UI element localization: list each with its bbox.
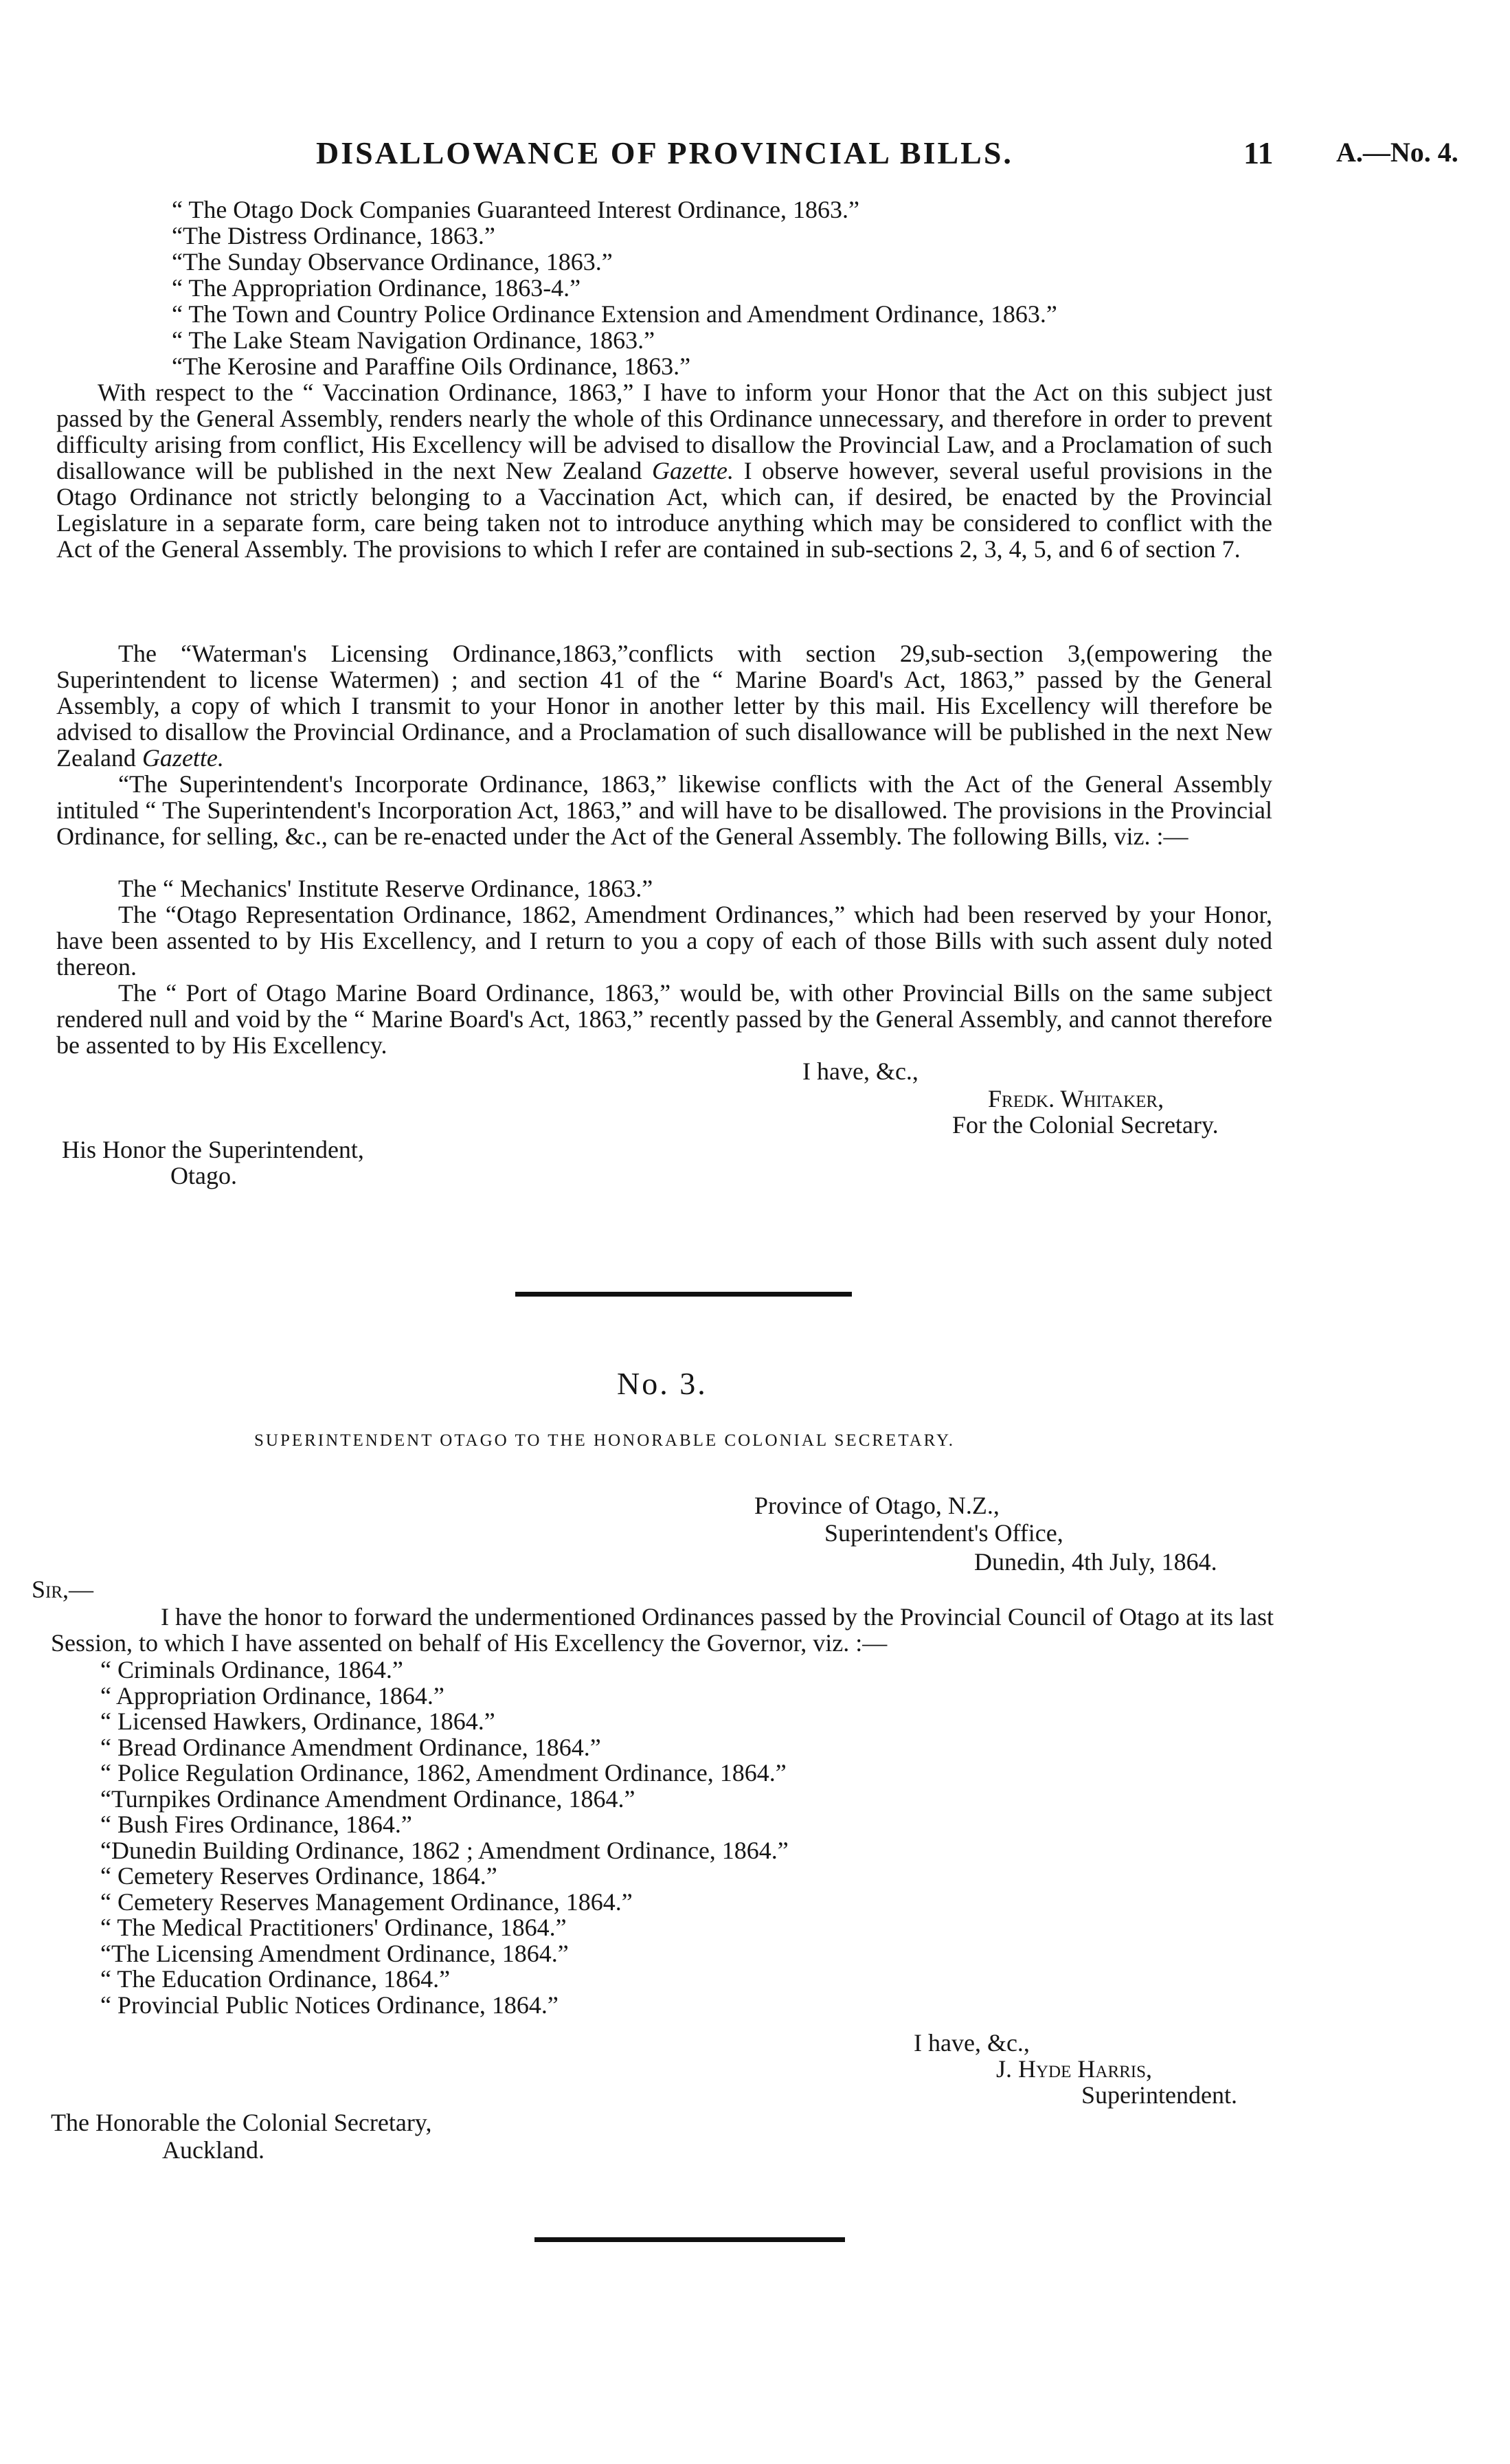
ordinance-list-1863 [172, 197, 1057, 379]
list-item: “ Provincial Public Notices Ordinance, 1864.” [100, 1991, 559, 2019]
paragraph-mechanics: The “ Mechanics' Institute Reserve Ordinance, 1863.” [118, 875, 653, 902]
address-date: Dunedin, 4th July, 1864. [974, 1548, 1217, 1576]
list-item: “ Bread Ordinance Amendment Ordinance, 1864.” [100, 1733, 601, 1761]
list-item: “ Cemetery Reserves Management Ordinance, 1864.” [100, 1888, 633, 1916]
paragraph-incorporate: “The Superintendent's Incorporate Ordinance, 1863,” likewise conflicts with the Act of the General Assembly intituled “ The Superintendent's Incorporation Act, 1863,” and will have to be disallowed. The provisions in the Provincial Ordinance, for selling, &c., can be re-enacted under the Act of the General Assembly. The following Bills, viz. :— [56, 770, 1272, 850]
letter-heading: SUPERINTENDENT OTAGO TO THE HONORABLE COLONIAL SECRETARY. [254, 1431, 956, 1450]
list-item: “The Licensing Amendment Ordinance, 1864.” [100, 1939, 569, 1967]
end-divider [534, 2237, 845, 2242]
list-item: “ The Education Ordinance, 1864.” [100, 1965, 451, 1993]
list-item: “ The Town and Country Police Ordinance Extension and Amendment Ordinance, 1863.” [172, 300, 1057, 328]
address-office: Superintendent's Office, [824, 1519, 1063, 1547]
addressee: The Honorable the Colonial Secretary, [51, 2109, 432, 2136]
addressee: His Honor the Superintendent, [62, 1136, 364, 1163]
list-item: “Dunedin Building Ordinance, 1862 ; Amendment Ordinance, 1864.” [100, 1836, 789, 1864]
list-item: “ The Lake Steam Navigation Ordinance, 1863.” [172, 326, 655, 354]
document-reference: A.—No. 4. [1336, 137, 1458, 168]
addressee-location: Otago. [170, 1162, 237, 1189]
signatory: Fredk. Whitaker, [988, 1085, 1164, 1112]
list-item: “Turnpikes Ordinance Amendment Ordinance, 1864.” [100, 1784, 635, 1813]
salutation: Sir,— [32, 1576, 94, 1603]
paragraph-port: The “ Port of Otago Marine Board Ordinance, 1863,” would be, with other Provincial Bills on the same subject rendered null and void by the “ Marine Board's Act, 1863,” recently passed by the General Assembly, and cannot therefore be assented to by His Excellency. [56, 979, 1272, 1059]
list-item: “The Sunday Observance Ordinance, 1863.” [172, 248, 613, 276]
signatory-title: For the Colonial Secretary. [952, 1111, 1219, 1139]
section-divider [515, 1292, 852, 1297]
list-item: “ The Appropriation Ordinance, 1863-4.” [172, 274, 581, 302]
list-item: “ Police Regulation Ordinance, 1862, Amendment Ordinance, 1864.” [100, 1759, 787, 1787]
signatory-title: Superintendent. [1081, 2081, 1237, 2109]
closing: I have, &c., [802, 1057, 919, 1085]
running-header-title: DISALLOWANCE OF PROVINCIAL BILLS. [316, 135, 1013, 170]
letter-intro: I have the honor to forward the undermentioned Ordinances passed by the Provincial Council of Otago at its last Session, to which I have assented on behalf of His Excellency the Governor, viz. :— [51, 1603, 1274, 1657]
ordinance-list-1864 [100, 1657, 789, 2018]
page-number: 11 [1243, 135, 1274, 170]
list-item: “The Distress Ordinance, 1863.” [172, 222, 495, 249]
list-item: “ Criminals Ordinance, 1864.” [100, 1656, 403, 1683]
paragraph-waterman: The “Waterman's Licensing Ordinance,1863,”conflicts with section 29,sub-section 3,(empowering the Superintendent to license Watermen) ; and section 41 of the “ Marine Board's Act, 1863,” passed by the General Assembly, a copy of which I transmit to your Honor in another letter by this mail. His Excellency will therefore be advised to disallow the Provincial Ordinance, and a Proclamation of such disallowance will be published in the next New Zealand Gazette. [56, 640, 1272, 772]
list-item: “ Appropriation Ordinance, 1864.” [100, 1681, 444, 1710]
list-item: “ Bush Fires Ordinance, 1864.” [100, 1811, 412, 1838]
list-item: “ The Otago Dock Companies Guaranteed Interest Ordinance, 1863.” [172, 196, 859, 223]
list-item: “ Licensed Hawkers, Ordinance, 1864.” [100, 1707, 495, 1735]
paragraph-representation: The “Otago Representation Ordinance, 1862, Amendment Ordinances,” which had been reserved by your Honor, have been assented to by His Excellency, and I return to you a copy of each of those Bills with such assent duly noted thereon. [56, 901, 1272, 981]
addressee-location: Auckland. [162, 2136, 264, 2164]
list-item: “The Kerosine and Paraffine Oils Ordinance, 1863.” [172, 352, 691, 380]
list-item: “ The Medical Practitioners' Ordinance, 1864.” [100, 1914, 567, 1941]
document-number: No. 3. [617, 1366, 708, 1401]
paragraph-vaccination: With respect to the “ Vaccination Ordinance, 1863,” I have to inform your Honor that the Act on this subject just passed by the General Assembly, renders nearly the whole of this Ordinance unnecessary, and therefore in order to prevent difficulty arising from conflict, His Excellency will be advised to disallow the Provincial Law, and a Proclamation of such disallowance will be published in the next New Zealand Gazette. I observe however, several useful provisions in the Otago Ordinance not strictly belonging to a Vaccination Act, which can, if desired, be enacted by the Provincial Legislature in a separate form, care being taken not to introduce anything which may be considered to conflict with the Act of the General Assembly. The provisions to which I refer are contained in sub-sections 2, 3, 4, 5, and 6 of section 7. [56, 379, 1273, 563]
address-province: Province of Otago, N.Z., [754, 1492, 1000, 1519]
list-item: “ Cemetery Reserves Ordinance, 1864.” [100, 1862, 497, 1890]
signatory: J. Hyde Harris, [996, 2055, 1153, 2083]
closing: I have, &c., [914, 2029, 1030, 2057]
